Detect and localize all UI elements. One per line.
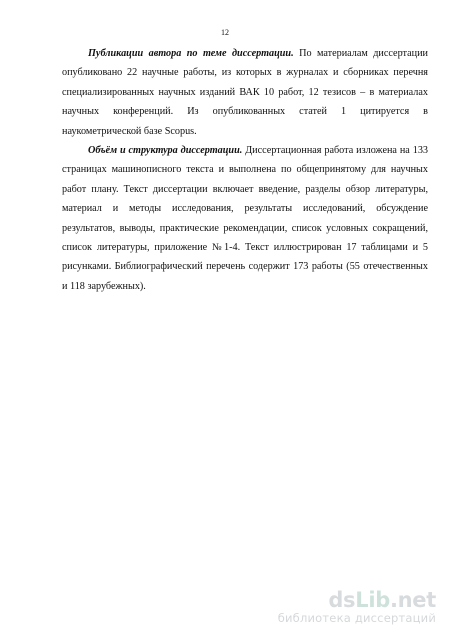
- dslib-caption: библиотека диссертаций: [277, 611, 436, 625]
- dslib-logo: [278, 589, 436, 611]
- dslib-watermark: [278, 589, 436, 625]
- document-body: [62, 44, 428, 296]
- paragraph-text-structure: Диссертационная работа изложена на 133 страницах машинописного текста и выполнена по общепринятому для научных работ плану. Текст диссертации включает введение, разделы обзор литературы, материал и методы исследования, результаты исследований, обсуждение результатов, выводы, практические рекомендации, список условных сокращений, список литературы, приложение №1-4. Текст иллюстрирован 17 таблицами и 5 рисунками. Библиографический перечень содержит 173 работы (55 отечественных и 118 зарубежных).: [62, 145, 429, 292]
- dslib-logo-ds: ds: [328, 588, 356, 612]
- paragraph-text-publications: По материалам диссертации опубликовано 22 научные работы, из которых в журналах и сборниках перечня специализированных научных изданий ВАК 10 работ, 12 тезисов – в материалах научных конференций. Из опубликованных статей 1 цитируется в наукометрической базе Scopus.: [62, 48, 428, 137]
- dslib-logo-net: .net: [389, 588, 436, 612]
- paragraph-publications: [62, 44, 428, 141]
- paragraph-heading-structure: Объём и структура диссертации.: [88, 145, 243, 157]
- paragraph-heading-publications: Публикации автора по теме диссертации.: [88, 48, 294, 59]
- page-number: 12: [221, 28, 229, 37]
- paragraph-structure: [62, 141, 428, 296]
- dslib-logo-lib: Lib: [355, 588, 390, 612]
